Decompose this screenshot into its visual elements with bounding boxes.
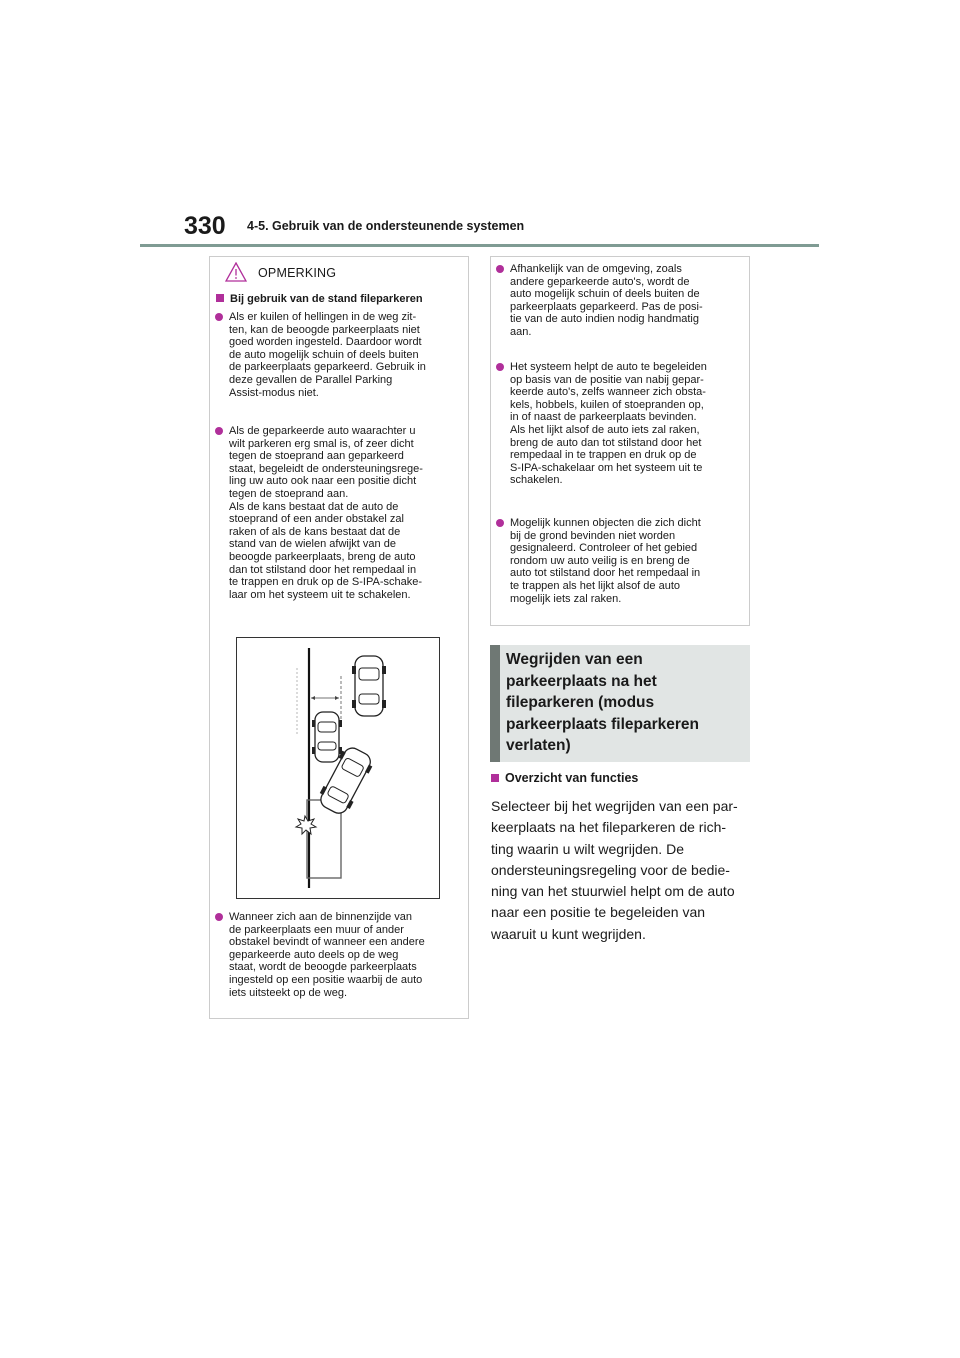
square-bullet-icon <box>491 774 499 782</box>
parking-illustration <box>236 637 440 899</box>
section-heading: Wegrijden van een parkeerplaats na het fileparkeren (modus parkeerplaats fileparkeren verlaten) <box>506 651 699 754</box>
note-box-right <box>490 256 750 626</box>
page-number: 330 <box>184 212 226 240</box>
bullet-dot-icon <box>215 427 223 435</box>
warning-triangle-icon <box>225 262 247 282</box>
note-bullet-text: Afhankelijk van de omgeving, zoals andere geparkeerde auto's, wordt de auto mogelijk schuin of deels buiten de parkeerplaats geparkeerd. Pas de posi- tie van de auto indien nodig handmatig aan. <box>510 263 703 338</box>
subsection-heading: Overzicht van functies <box>491 771 638 785</box>
collision-star-icon <box>296 816 316 834</box>
body-paragraph: Selecteer bij het wegrijden van een par- keerplaats na het fileparkeren de rich- ting waarin u wilt wegrijden. De ondersteuningsregeling voor de bedie- ning van het stuurwiel helpt om de auto naar een positie te begeleiden van waaruit u kunt wegrijden. <box>491 798 738 942</box>
bullet-dot-icon <box>215 913 223 921</box>
bullet-dot-icon <box>496 265 504 273</box>
parked-car-top <box>352 656 386 716</box>
bullet-dot-icon <box>215 313 223 321</box>
bullet-dot-icon <box>496 363 504 371</box>
note-bullet-text: Als de geparkeerde auto waarachter u wilt parkeren erg smal is, of zeer dicht tegen de stoeprand aan geparkeerd staat, begeleidt de ondersteuningsrege- ling uw auto ook naar een positie dicht tegen de stoeprand aan. Als de kans bestaat dat de auto de stoeprand of een ander obstakel zal raken of als de kans bestaat dat de stand van de wielen afwijkt van de beoogde parkeerplaats, breng de auto dan tot stilstand door het rempedaal in te trappen en druk op de S-IPA-schake- laar om het systeem uit te schakelen. <box>229 425 423 601</box>
section-heading-bar <box>490 645 500 762</box>
note-header <box>210 257 468 287</box>
note-bullet-text: Als er kuilen of hellingen in de weg zit- ten, kan de beoogde parkeerplaats niet goed worden ingesteld. Daardoor wordt de auto mogelijk schuin of deels buiten de parkeerplaats geparkeerd. Gebruik in deze gevallen de Parallel Parking Assist-modus niet. <box>229 311 426 399</box>
running-header: 4-5. Gebruik van de ondersteunende systemen <box>247 219 525 233</box>
bullet-dot-icon <box>496 519 504 527</box>
square-bullet-icon <box>216 294 224 302</box>
note-subheading: Bij gebruik van de stand fileparkeren <box>216 293 423 305</box>
section-heading-box <box>490 645 750 762</box>
parking-diagram <box>237 638 439 898</box>
note-label: OPMERKING <box>258 266 337 280</box>
note-bullet-text: Wanneer zich aan de binnenzijde van de parkeerplaats een muur of ander obstakel bevindt of wanneer een andere geparkeerde auto deels op de weg staat, wordt de beoogde parkeerplaats ingesteld op een positie waarbij de auto iets uitsteekt op de weg. <box>229 911 425 999</box>
note-bullet-text: Het systeem helpt de auto te begeleiden op basis van de positie van nabij gepar- keerde auto's, zelfs wanneer zich obsta- kels, hobbels, kuilen of stoepranden op, in of naast de parkeerplaats bevinden. Als het lijkt alsof de auto iets zal raken, breng de auto dan tot stilstand door het rempedaal in te trappen en druk op de S-IPA-schakelaar om het systeem uit te schakelen. <box>510 361 707 487</box>
parked-car-small <box>312 712 342 762</box>
note-bullet-text: Mogelijk kunnen objecten die zich dicht bij de grond bevinden niet worden gesignaleerd. Controleer of het gebied rondom uw auto veilig is en breng de auto tot stilstand door het rempedaal in te trappen als het lijkt alsof de auto mogelijk iets zal raken. <box>510 517 701 605</box>
header-divider <box>140 244 819 247</box>
